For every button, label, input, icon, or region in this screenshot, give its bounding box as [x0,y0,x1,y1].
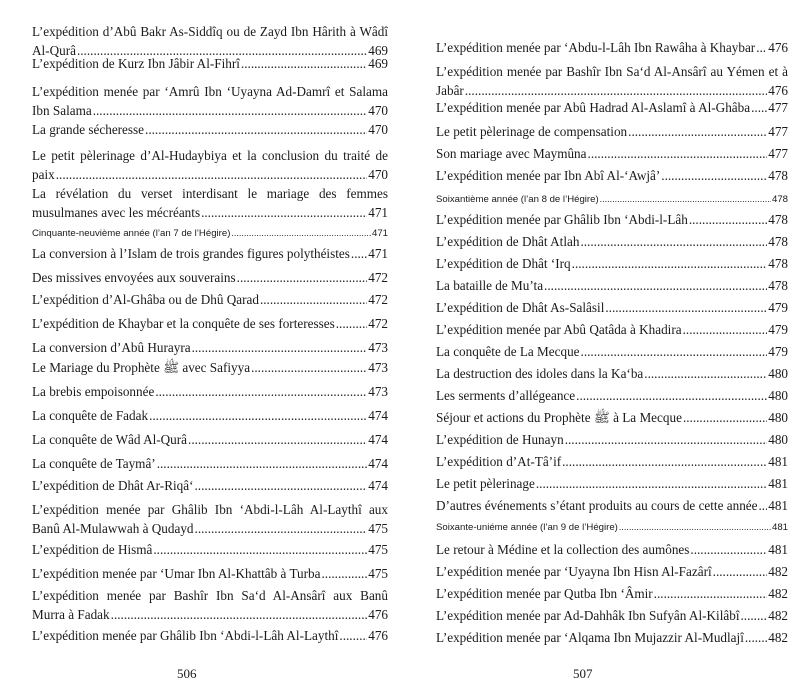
toc-entry [32,184,388,222]
toc-entry [32,146,388,184]
toc-entry [436,408,788,427]
dot-leader [683,320,768,339]
entry-page-number: 470 [368,167,388,182]
year-heading [436,521,788,534]
dot-leader [628,122,767,141]
entry-title: La conquête de La Mecque [436,344,580,359]
dot-leader [195,519,368,538]
entry-title: L’expédition menée par ‘Abdu-l-Lâh Ibn Rawâha à Khaybar [436,40,756,55]
toc-entry [436,430,788,449]
dot-leader [751,98,767,117]
dot-leader [619,521,771,534]
entry-title: Soixantième année (l’an 8 de l’Hégire) [436,194,599,205]
entry-page-number: 475 [368,521,388,536]
entry-page-number: 478 [768,234,788,249]
dot-leader [231,227,371,240]
entry-page-number: 481 [771,522,788,533]
dot-leader [260,290,367,309]
entry-title: L’expédition de Dhât As-Salâsil [436,300,605,315]
dot-leader [149,406,367,425]
toc-entry [436,254,788,273]
right-page [400,0,800,683]
toc-entry [32,406,388,425]
entry-title-line: paix [32,167,55,182]
dot-leader [690,540,767,559]
toc-entry [436,232,788,251]
toc-entry [32,626,388,645]
toc-entry [436,210,788,229]
toc-entry [32,290,388,309]
entry-page-number: 475 [368,542,388,557]
entry-title: L’expédition menée par Ibn Abî Al-‘Awjâ’ [436,168,661,183]
entry-page-number: 470 [368,103,388,118]
dot-leader [153,540,367,559]
entry-page-number: 473 [368,384,388,399]
entry-title-line: L’expédition d’Abû Bakr As-Siddîq ou de Zayd Ibn Hârith à Wâdî [32,24,388,39]
entry-title: Son mariage avec Maymûna [436,146,587,161]
entry-page-number: 480 [768,388,788,403]
dot-leader [562,452,767,471]
entry-page-number: 472 [368,316,388,331]
entry-page-number: 471 [368,246,388,261]
toc-entry [436,364,788,383]
dot-leader [572,254,768,273]
toc-entry [32,244,388,263]
toc-entry [436,562,788,581]
entry-title: L’expédition de Hunayn [436,432,564,447]
entry-title-line: La révélation du verset interdisant le mariage des femmes [32,186,388,201]
dot-leader [689,210,767,229]
entry-title: Cinquante-neuvième année (l’an 7 de l’Hégire) [32,228,231,239]
dot-leader [581,342,768,361]
entry-page-number: 476 [368,628,388,643]
toc-entry [436,38,788,57]
entry-title: L’expédition de Dhât ‘Irq [436,256,571,271]
dot-leader [56,165,368,184]
dot-leader [756,38,767,57]
entry-title: Le retour à Médine et la collection des aumônes [436,542,690,557]
entry-title: L’expédition menée par Abû Hadrad Al-Aslamî à Al-Ghâba [436,100,751,115]
dot-leader [351,244,367,263]
entry-title: L’expédition menée par ‘Alqama Ibn Mujazzir Al-Mudlajî [436,630,744,645]
toc-entry [436,298,788,317]
entry-page-number: 478 [768,168,788,183]
entry-title-line: L’expédition menée par Bashîr Ibn Sa‘d Al-Ansârî au Yémen et à [436,64,788,79]
entry-page-number: 481 [768,498,788,513]
dot-leader [188,430,367,449]
dot-leader [605,298,767,317]
entry-title: L’expédition de Khaybar et la conquête de ses forteresses [32,316,335,331]
toc-entry [32,314,388,333]
toc-entry [32,454,388,473]
dot-leader [740,606,767,625]
entry-title: Des missives envoyées aux souverains [32,270,236,285]
toc-entry [436,540,788,559]
toc-entry [32,564,388,583]
entry-page-number: 480 [768,366,788,381]
dot-leader [93,101,368,120]
toc-entry [436,342,788,361]
entry-title: L’expédition de Hismâ [32,542,153,557]
entry-title-line: musulmanes avec les mécréants [32,205,201,220]
toc-entry [32,382,388,401]
entry-title: La conquête de Wâd Al-Qurâ [32,432,188,447]
entry-title-line: Jabâr [436,83,464,98]
entry-page-number: 479 [768,344,788,359]
entry-title: L’expédition menée par Ghâlib Ibn ‘Abdi-l-Lâh [436,212,688,227]
entry-title-line: L’expédition menée par ‘Amrû Ibn ‘Uyayna Ad-Damrî et Salama [32,84,388,99]
entry-title-line: Banû Al-Mulawwah à Qudayd [32,521,194,536]
entry-page-number: 478 [768,256,788,271]
dot-leader [241,54,367,73]
entry-page-number: 478 [771,194,788,205]
entry-title: L’expédition de Dhât Ar-Riqâ‘ [32,478,194,493]
toc-entry [32,540,388,559]
entry-title: Séjour et actions du Prophète ﷺ à La Mecque [436,410,682,425]
entry-page-number: 480 [768,410,788,425]
dot-leader [565,430,768,449]
entry-page-number: 477 [768,124,788,139]
toc-entry [436,62,788,100]
entry-title: L’expédition d’Al-Ghâba ou de Dhû Qarad [32,292,259,307]
dot-leader [600,193,771,206]
toc-entry [436,386,788,405]
toc-entry [32,54,388,73]
toc-entry [436,320,788,339]
entry-title: Le petit pèlerinage [436,476,535,491]
entry-page-number: 473 [368,340,388,355]
entry-page-number: 472 [368,270,388,285]
entry-page-number: 481 [768,454,788,469]
entry-page-number: 470 [368,122,388,137]
entry-title: La conversion d’Abû Hurayra [32,340,191,355]
entry-page-number: 474 [368,408,388,423]
entry-page-number: 481 [768,542,788,557]
toc-entry [32,586,388,624]
entry-title-line: Al-Qurâ [32,43,76,58]
toc-entry [436,98,788,117]
dot-leader [155,382,367,401]
entry-title: Le Mariage du Prophète ﷺ avec Safiyya [32,360,251,375]
entry-title: Le petit pèlerinage de compensation [436,124,628,139]
entry-title: La conversion à l’Islam de trois grandes figures polythéistes [32,246,350,261]
entry-page-number: 472 [368,292,388,307]
dot-leader [536,474,767,493]
toc-entry [436,496,788,515]
dot-leader [544,276,767,295]
dot-leader [644,364,767,383]
toc-entry [32,82,388,120]
toc-entry [436,584,788,603]
entry-page-number: 479 [768,300,788,315]
entry-page-number: 473 [368,360,388,375]
toc-entry [32,358,388,377]
entry-title: L’expédition menée par ‘Umar Ibn Al-Khattâb à Turba [32,566,321,581]
toc-entry [32,338,388,357]
entry-page-number: 478 [768,278,788,293]
toc-entry [436,606,788,625]
dot-leader [251,358,367,377]
toc-entry [32,120,388,139]
entry-title: D’autres événements s’étant produits au cours de cette année [436,498,758,513]
entry-title: L’expédition menée par Ad-Dahhâk Ibn Sufyân Al-Kilâbî [436,608,740,623]
page-number: 507 [573,666,593,681]
entry-title: Soixante-uniéme année (l’an 9 de l’Hégire) [436,522,618,533]
toc-entry [436,452,788,471]
dot-leader [339,626,367,645]
entry-title-line: L’expédition menée par Bashîr Ibn Sa‘d Al-Ansârî aux Banû [32,588,388,603]
dot-leader [157,454,368,473]
toc-entry [436,474,788,493]
entry-page-number: 471 [368,205,388,220]
entry-title: La grande sécheresse [32,122,145,137]
entry-title-line: L’expédition menée par Ghâlib Ibn ‘Abdi-l-Lâh Al-Laythî aux [32,502,388,517]
entry-page-number: 482 [768,564,788,579]
entry-page-number: 476 [768,83,788,98]
dot-leader [576,386,767,405]
entry-title: Les serments d’allégeance [436,388,576,403]
dot-leader [201,203,367,222]
entry-title: L’expédition d’At-Tâ’if [436,454,562,469]
toc-entry [436,122,788,141]
entry-title: L’expédition menée par Abû Qatâda à Khadira [436,322,682,337]
entry-title: L’expédition menée par Ghâlib Ibn ‘Abdi-l-Lâh Al-Laythî [32,628,339,643]
entry-page-number: 474 [368,478,388,493]
dot-leader [745,628,767,647]
entry-page-number: 474 [368,432,388,447]
dot-leader [321,564,367,583]
dot-leader [683,408,767,427]
toc-entry [436,166,788,185]
entry-page-number: 471 [371,228,388,239]
entry-page-number: 476 [768,40,788,55]
entry-title: L’expédition de Kurz Ibn Jâbir Al-Fihrî [32,56,240,71]
entry-page-number: 469 [368,56,388,71]
entry-title-line: Murra à Fadak [32,607,110,622]
entry-title: L’expédition de Dhât Atlah [436,234,580,249]
entry-title-line: Le petit pèlerinage d’Al-Hudaybiya et la conclusion du traité de [32,148,388,163]
entry-page-number: 475 [368,566,388,581]
entry-page-number: 481 [768,476,788,491]
dot-leader [192,338,368,357]
toc-entry [436,144,788,163]
toc-entry [32,430,388,449]
entry-title: La destruction des idoles dans la Ka‘ba [436,366,644,381]
dot-leader [588,144,768,163]
page-number: 506 [177,666,197,681]
toc-entry [32,268,388,287]
dot-leader [111,605,368,624]
entry-page-number: 477 [768,146,788,161]
entry-page-number: 476 [368,607,388,622]
toc-entry [436,628,788,647]
dot-leader [336,314,368,333]
entry-page-number: 482 [768,608,788,623]
dot-leader [654,584,768,603]
entry-page-number: 469 [368,43,388,58]
entry-page-number: 482 [768,630,788,645]
dot-leader [580,232,767,251]
entry-page-number: 478 [768,212,788,227]
toc-entry [436,276,788,295]
entry-page-number: 474 [368,456,388,471]
entry-title: La conquête de Taymâ’ [32,456,156,471]
year-heading [436,193,788,206]
dot-leader [759,496,768,515]
entry-page-number: 477 [768,100,788,115]
toc-entry [32,500,388,538]
entry-page-number: 482 [768,586,788,601]
toc-entry [32,476,388,495]
entry-page-number: 479 [768,322,788,337]
entry-title: La bataille de Mu’ta [436,278,544,293]
year-heading [32,227,388,240]
entry-title: La conquête de Fadak [32,408,149,423]
dot-leader [195,476,368,495]
dot-leader [237,268,368,287]
dot-leader [661,166,767,185]
entry-title: L’expédition menée par Qutba Ibn ‘Âmir [436,586,653,601]
entry-title: La brebis empoisonnée [32,384,155,399]
dot-leader [713,562,768,581]
entry-title: L’expédition menée par ‘Uyayna Ibn Hisn Al-Fazârî [436,564,712,579]
entry-title-line: Ibn Salama [32,103,92,118]
entry-page-number: 480 [768,432,788,447]
dot-leader [145,120,367,139]
